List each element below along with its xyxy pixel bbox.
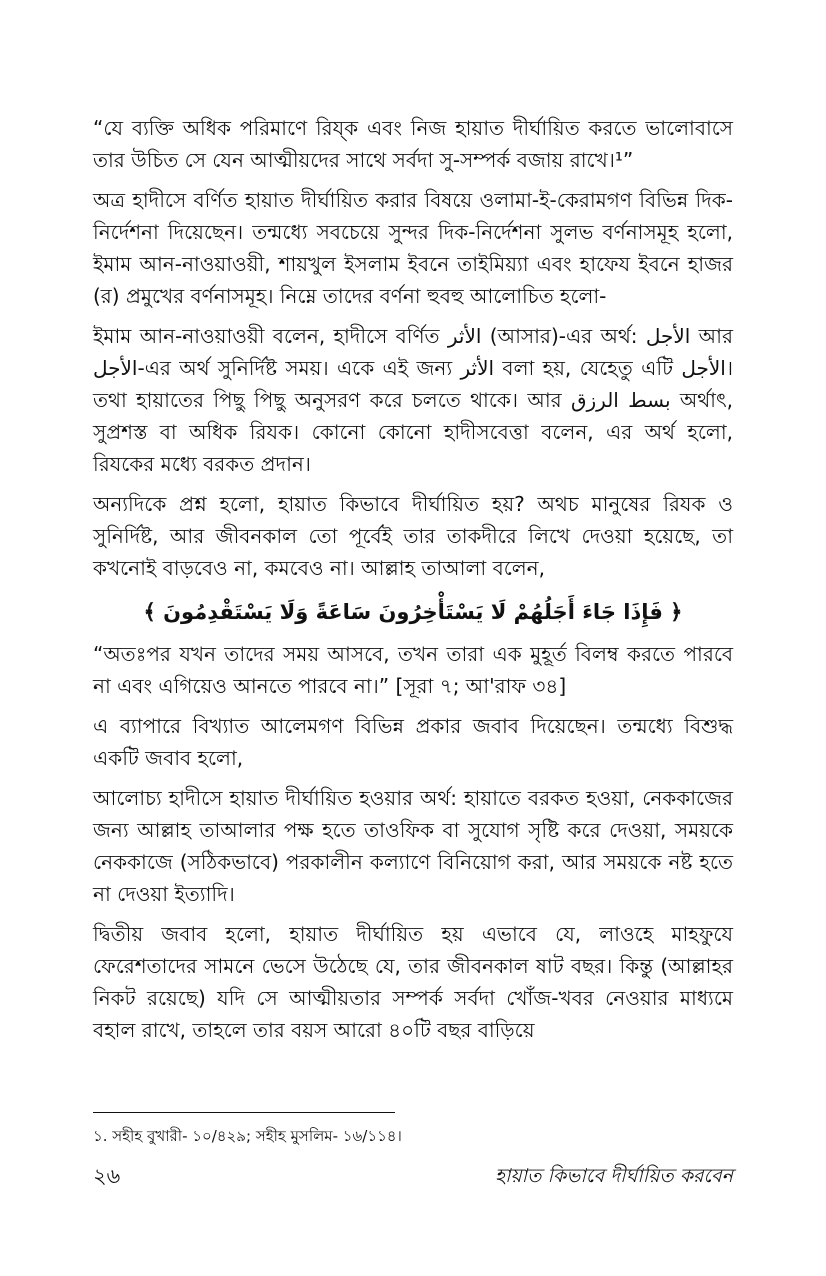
footnote-divider bbox=[93, 1112, 395, 1113]
paragraph-answers-intro: এ ব্যাপারে বিখ্যাত আলেমগণ বিভিন্ন প্রকার জবাব দিয়েছেন। তন্মধ্যে বিশুদ্ধ একটি জবাব হলো, bbox=[93, 714, 733, 770]
paragraph-intro: অত্র হাদীসে বর্ণিত হায়াত দীর্ঘায়িত করার বিষয়ে ওলামা-ই-কেরামগণ বিভিন্ন দিক-নির্দেশনা দিয়েছেন। তন্মধ্যে সবচেয়ে সুন্দর দিক-নির্দেশনা সুলভ বর্ণনাসমূহ হলো, ইমাম আন-নাওয়াওয়ী, শায়খুল ইসলাম ইবনে তাইমিয়্যা এবং হাফেয ইবনে হাজর (র) প্রমুখের বর্ণনাসমূহ। নিম্নে তাদের বর্ণনা হুবহু আলোচিত হলো- bbox=[93, 188, 733, 308]
page-number: ২৬ bbox=[93, 1164, 121, 1188]
paragraph-question: অন্যদিকে প্রশ্ন হলো, হায়াত কিভাবে দীর্ঘায়িত হয়? অথচ মানুষের রিযক ও সুনির্দিষ্ট, আর জীবনকাল তো পূর্বেই তার তাকদীরে লিখে দেওয়া হয়েছে, তা কখনোই বাড়বেও না, কমবেও না। আল্লাহ তাআলা বলেন, bbox=[93, 492, 733, 580]
quran-verse: ﴿ فَإِذَا جَاءَ أَجَلُهُمْ لَا يَسْتَأْخِرُونَ سَاعَةً وَلَا يَسْتَقْدِمُونَ ﴾ bbox=[143, 600, 683, 624]
paragraph-hadith-quote: “যে ব্যক্তি অধিক পরিমাণে রিয্ক এবং নিজ হায়াত দীর্ঘায়িত করতে ভালোবাসে তার উচিত সে যেন আত্মীয়দের সাথে সর্বদা সু-সম্পর্ক বজায় রাখে।¹” bbox=[93, 116, 733, 172]
paragraph-nawawi: ইমাম আন-নাওয়াওয়ী বলেন, হাদীসে বর্ণিত الأثر (আসার)-এর অর্থ: الأجل আর الأجل-এর অর্থ সুনির্দিষ্ট সময়। একে এই জন্য الأثر বলা হয়, যেহেতু এটি الأجل। তথা হায়াতের পিছু পিছু অনুসরণ করে চলতে থাকে। আর بسط الرزق অর্থাৎ, সুপ্রশস্ত বা অধিক রিযক। কোনো কোনো হাদীসবেত্তা বলেন, এর অর্থ হলো, রিযকের মধ্যে বরকত প্রদান। bbox=[93, 324, 733, 476]
paragraph-second-answer: দ্বিতীয় জবাব হলো, হায়াত দীর্ঘায়িত হয় এভাবে যে, লাওহে মাহফুযে ফেরেশতাদের সামনে ভেসে উঠেছে যে, তার জীবনকাল ষাট বছর। কিন্তু (আল্লাহর নিকট রয়েছে) যদি সে আত্মীয়তার সম্পর্ক সর্বদা খোঁজ-খবর নেওয়ার মাধ্যমে বহাল রাখে, তাহলে তার বয়স আরো ৪০টি বছর বাড়িয়ে bbox=[93, 922, 733, 1042]
running-title: হায়াত কিভাবে দীর্ঘায়িত করবেন bbox=[494, 1165, 733, 1187]
page-body bbox=[93, 112, 733, 1054]
paragraph-translation: “অতঃপর যখন তাদের সময় আসবে, তখন তারা এক মুহূর্ত বিলম্ব করতে পারবে না এবং এগিয়েও আনতে পারবে না।” [সূরা ৭; আ'রাফ ৩৪] bbox=[93, 642, 733, 698]
footnote: ১. সহীহ বুখারী- ১০/৪২৯; সহীহ মুসলিম- ১৬/১১৪। bbox=[93, 1127, 402, 1145]
paragraph-first-answer: আলোচ্য হাদীসে হায়াত দীর্ঘায়িত হওয়ার অর্থ: হায়াতে বরকত হওয়া, নেককাজের জন্য আল্লাহ তাআলার পক্ষ হতে তাওফিক বা সুযোগ সৃষ্টি করে দেওয়া, সময়কে নেককাজে (সঠিকভাবে) পরকালীন কল্যাণে বিনিয়োগ করা, আর সময়কে নষ্ট হতে না দেওয়া ইত্যাদি। bbox=[93, 786, 733, 906]
